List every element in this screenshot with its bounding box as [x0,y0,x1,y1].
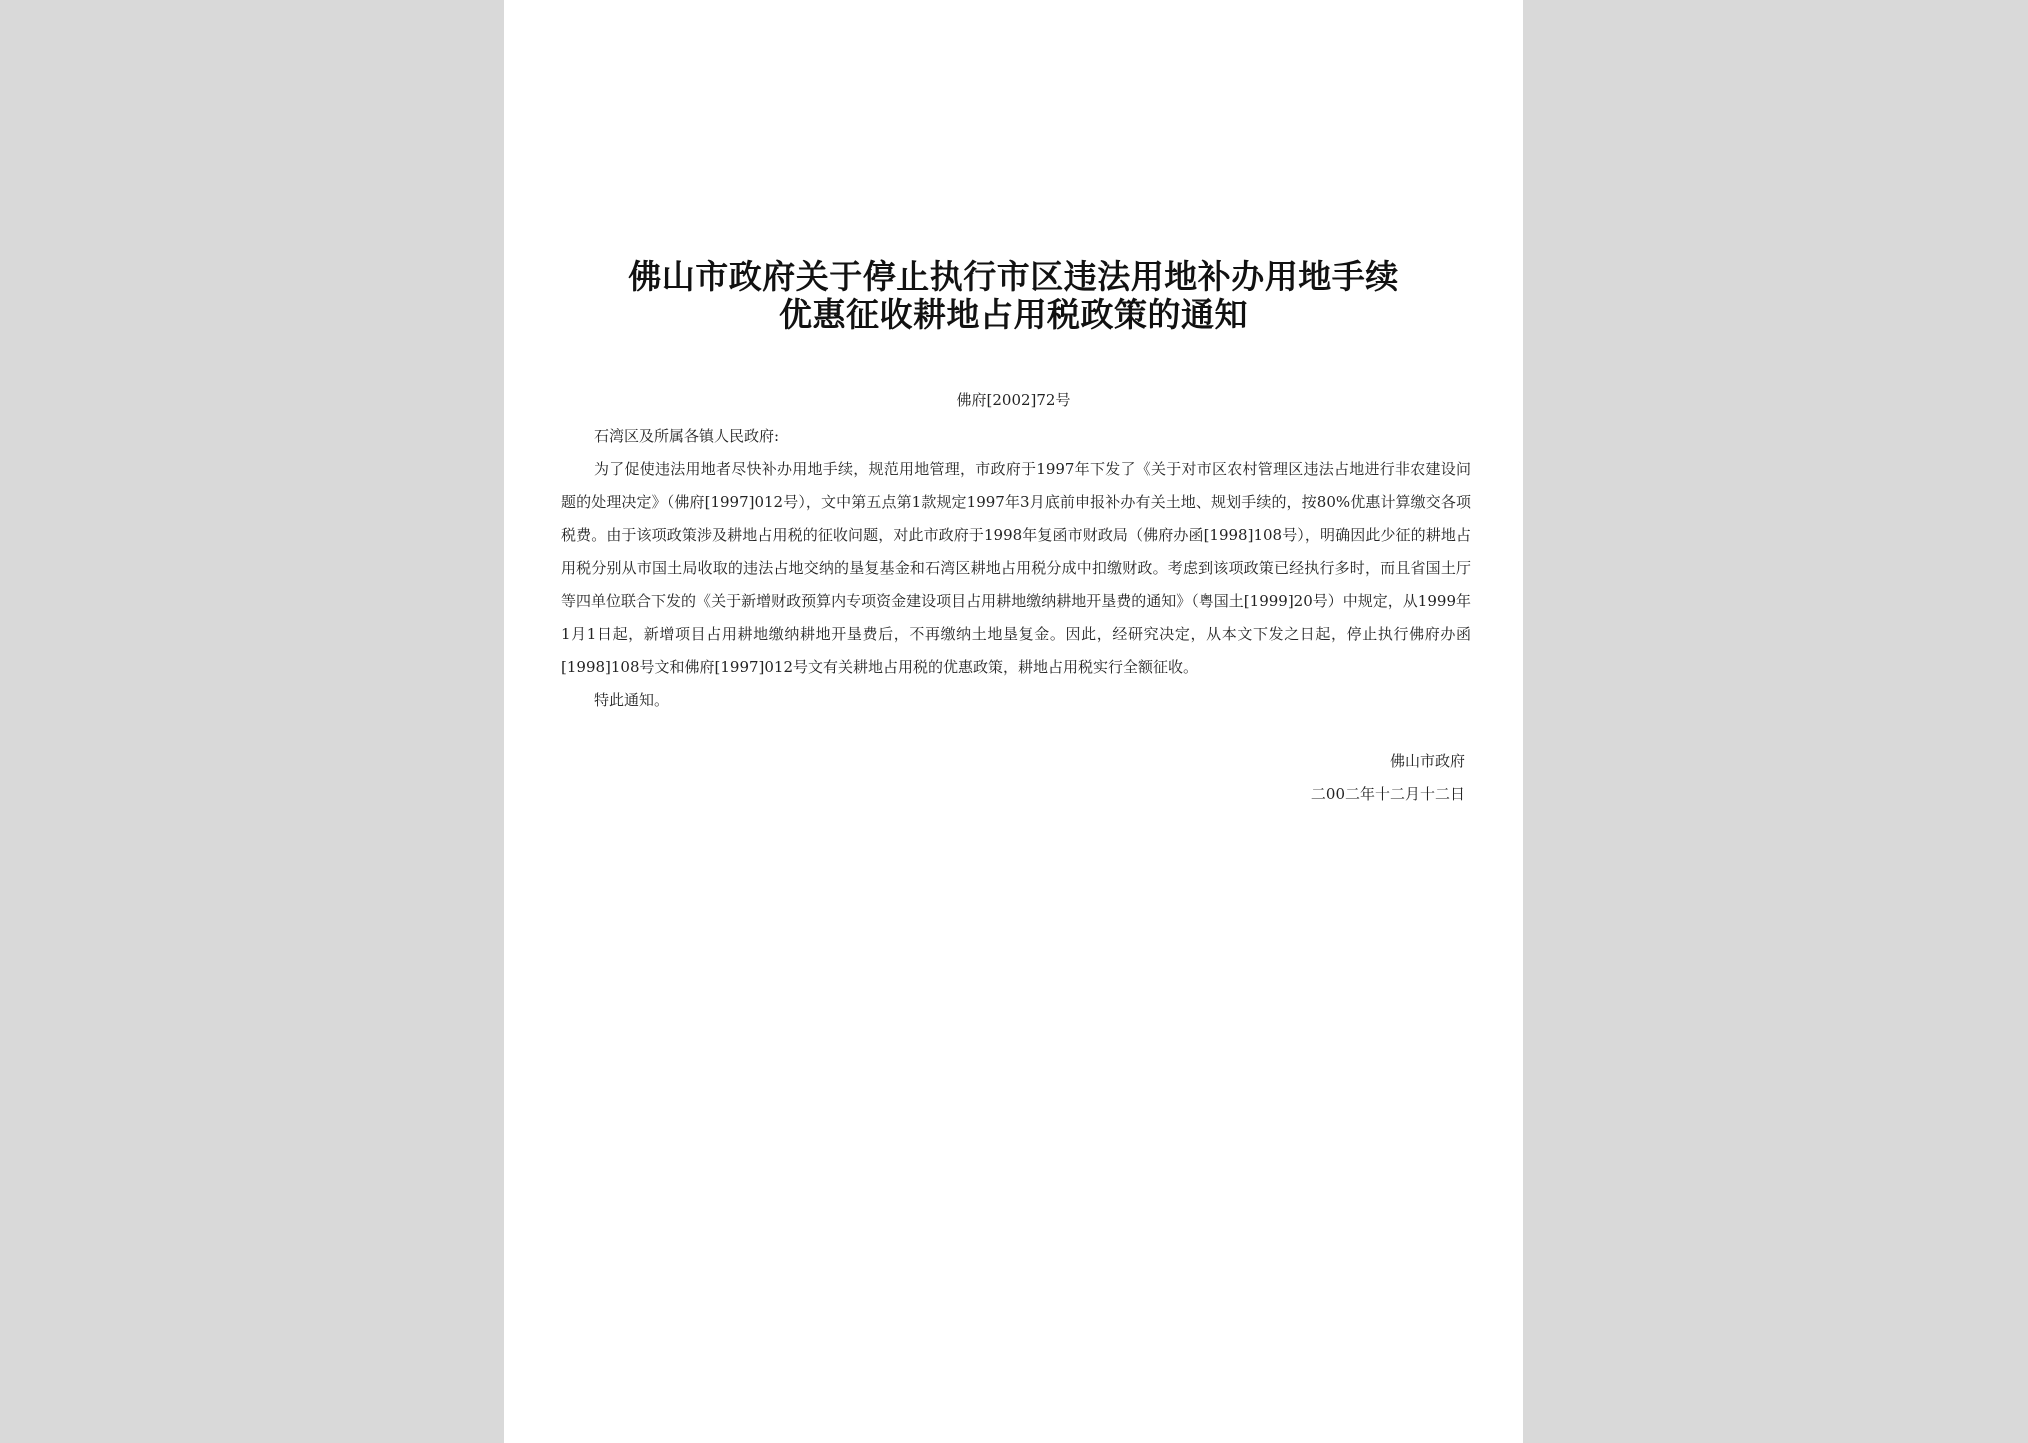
signatory: 佛山市政府 [1389,752,1465,770]
document-number: 佛府[2002]72号 [956,391,1071,409]
salutation: 石湾区及所属各镇人民政府: [594,427,780,445]
document-title [504,258,1523,334]
signature-block [1311,745,1465,811]
body-paragraph: 为了促使违法用地者尽快补办用地手续，规范用地管理，市政府于1997年下发了《关于对市区农村管理区违法占地进行非农建设问题的处理决定》（佛府[1997]012号），文中第五点第1款规定1997年3月底前申报补办有关土地、规划手续的，按80%优惠计算缴交各项税费。由于该项政策涉及耕地占用税的征收问题，对此市政府于1998年复函市财政局（佛府办函[1998]108号），明确因此少征的耕地占用税分别从市国土局收取的违法占地交纳的垦复基金和石湾区耕地占用税分成中扣缴财政。考虑到该项政策已经执行多时，而且省国土厅等四单位联合下发的《关于新增财政预算内专项资金建设项目占用耕地缴纳耕地开垦费的通知》（粤国土[1999]20号）中规定，从1999年1月1日起，新增项目占用耕地缴纳耕地开垦费后，不再缴纳土地垦复金。因此，经研究决定，从本文下发之日起，停止执行佛府办函[1998]108号文和佛府[1997]012号文有关耕地占用税的优惠政策，耕地占用税实行全额征收。 [561,460,1471,676]
document-body [561,420,1471,717]
closing-line: 特此通知。 [594,691,670,709]
document-page [504,0,1523,1443]
issue-date: 二00二年十二月十二日 [1310,785,1465,803]
title-line-2: 优惠征收耕地占用税政策的通知 [779,295,1248,334]
title-line-1: 佛山市政府关于停止执行市区违法用地补办用地手续 [628,257,1399,296]
